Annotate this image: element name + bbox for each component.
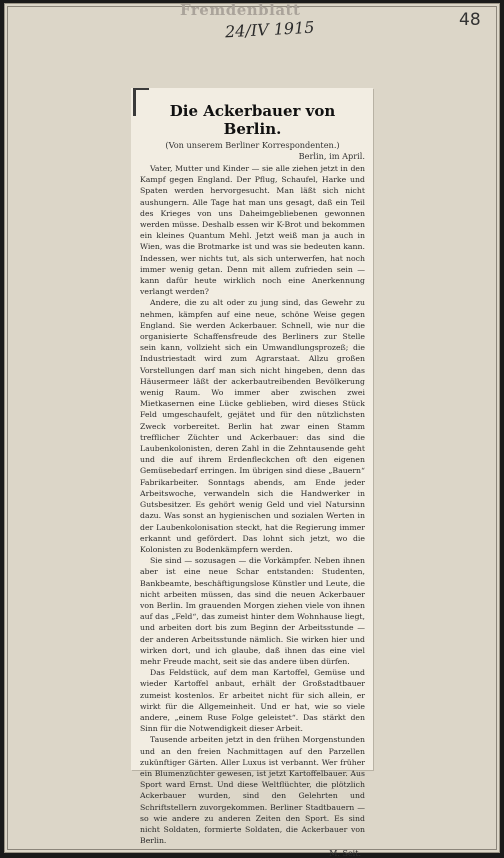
article-paragraph: Tausende arbeiten jetzt in den frühen Morgenstunden und an den freien Nachmittagen auf den Parzellen zukünftiger Gärten. Aller Luxus ist verbannt. Wer früher ein Blumenzüchter gewesen, ist jetzt Kartoffelbauer. Aus Sport ward Ernst. Und diese Weltflüchter, die plötzlich Ackerbauer wurden, sind den Gelehrten und Schriftstellern zuvorgekommen. Berliner Stadtbauern — so wie andere zu anderen Zeiten den Sport. Es sind nicht Soldaten, formierte Soldaten, die Ackerbauer von Berlin.: [140, 735, 365, 846]
masthead-stamp: Fremdenblatt: [180, 1, 301, 19]
article-headline: Die Ackerbauer von Berlin.: [169, 102, 336, 138]
article-byline: (Von unserem Berliner Korrespondenten.): [165, 140, 340, 150]
article-signature: M. Seit.: [329, 849, 361, 858]
article-dateline: Berlin, im April.: [298, 151, 365, 161]
article-paragraph: Sie sind — sozusagen — die Vorkämpfer. Neben ihnen aber ist eine neue Schar entstanden: Studenten, Bankbeamte, beschäftigungslose Künstler und Leute, die nicht arbeiten müssen, das sind die neuen Ackerbauer von Berlin. Im grauenden Morgen ziehen viele von ihnen auf das „Feld“, das zumeist hinter dem Wohnhause liegt, und arbeiten dort bis zum Beginn der Arbeitsstunde — der anderen Arbeitsstunde nämlich. Sie wirken hier und wirken dort, und ich glaube, daß ihnen das eine viel mehr Freude macht, seit sie das andere üben dürfen.: [140, 556, 365, 666]
article-paragraph: Vater, Mutter und Kinder — sie alle ziehen jetzt in den Kampf gegen England. Der Pflug, Schaufel, Harke und Spaten werden hervorgesucht. Man läßt sich nicht aushungern. Alle Tage hat man uns gesagt, daß ein Teil des Krieges von uns Daheimgebliebenen gewonnen werden müsse. Deshalb essen wir K-Brot und bekommen ein kleines Quantum Mehl. Jetzt weiß man ja auch in Wien, was die Brotmarke ist und was sie bedeuten kann. Indessen, wer nichts tut, als sich unterwerfen, hat noch immer wenig getan. Denn mit allem zufrieden sein — kann dafür heute wirklich noch eine Anerkennung verlangt werden?: [140, 164, 365, 297]
page-number: 48: [459, 10, 481, 30]
newspaper-clipping: [131, 88, 373, 858]
article-paragraph: Andere, die zu alt oder zu jung sind, das Gewehr zu nehmen, kämpfen auf eine neue, schöne Weise gegen England. Sie werden Ackerbauer. Schnell, wie nur die organisierte Schaffensfreude des Berliners zur Stelle sein kann, vollzieht sich ein Umwandlungsprozeß; die Industriestadt wird zum Agrarstaat. Allzu großen Vorstellungen darf man sich nicht hingeben, denn das Häusermeer läßt der ackerbautreibenden Bevölkerung wenig Raum. Wo immer aber zwischen zwei Mietkasernen eine Lücke geblieben, wird dieses Stück Feld umgeschaufelt, gejätet und für den nützlichsten Zweck vorbereitet. Berlin hat zwar einen Stamm trefflicher Züchter und Ackerbauer: das sind die Laubenkolonisten, deren Zahl in die Zehntausende geht und die auf ihrem Erdenfleckchen oft den eigenen Gemüsebedarf erringen. Im übrigen sind diese „Bauern“ Fabrikarbeiter. Sonntags abends, am Ende jeder Arbeitswoche, verwandeln sich die Handwerker in Gutsbesitzer. Es gehört wenig Geld und viel Natursinn dazu. Was sonst an hygienischen und sozialen Werten in der Laubenkolonisation steckt, hat die Regierung immer erkannt und gefördert. Das lohnt sich jetzt, wo die Kolonisten zu Bodenkämpfern werden.: [140, 298, 365, 554]
clip-edge-mark: [133, 88, 136, 116]
article-paragraph: Das Feldstück, auf dem man Kartoffel, Gemüse und wieder Kartoffel anbaut, erhält der Großstadtbauer zumeist kostenlos. Er arbeitet nicht für sich allein, er wirkt für die Allgemeinheit. Und er hat, wie so viele andere, „einem Ruse Folge geleistet“. Das stärkt den Sinn für die Notwendigkeit dieser Arbeit.: [140, 668, 365, 734]
handwritten-date: 24/IV 1915: [224, 17, 315, 42]
